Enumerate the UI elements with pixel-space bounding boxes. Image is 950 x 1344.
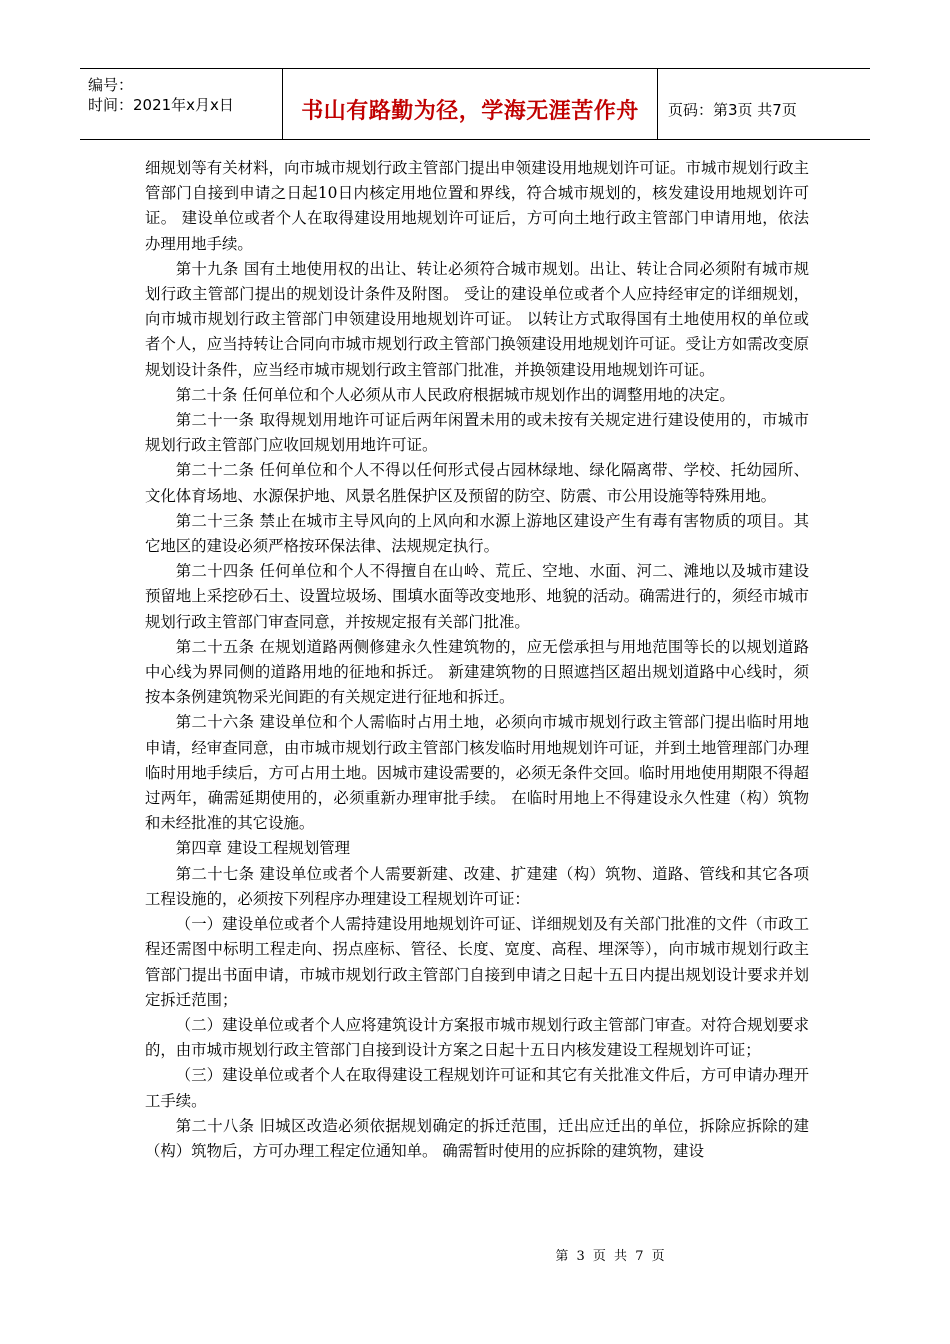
chapter-4-heading: 第四章 建设工程规划管理 (175, 839, 350, 858)
article-27-item-2: （二）建设单位或者个人应将建筑设计方案报市城市规划行政主管部门审查。对符合规划要求的，由市城市规划行政主管部门自接到设计方案之日起十五日内核发建设工程规划许可证； (145, 1015, 809, 1060)
header-motto: 书山有路勤为径，学海无涯苦作舟 (283, 69, 658, 139)
article-27-item-1: （一）建设单位或者个人需持建设用地规划许可证、详细规划及有关部门批准的文件（市政工程还需图中标明工程走向、拐点座标、管径、长度、宽度、高程、埋深等），向市城市规划行政主管部门提出书面申请，市城市规划行政主管部门自接到申请之日起十五日内提出规划设计要求并划定拆迁范围； (145, 915, 809, 1009)
page-header (80, 68, 870, 140)
article-19: 第十九条 国有土地使用权的出让、转让必须符合城市规划。出让、转让合同必须附有城市规划行政主管部门提出的规划设计条件及附图。 受让的建设单位或者个人应持经审定的详细规划，向市城市规划行政主管部门申领建设用地规划许可证。 以转让方式取得国有土地使用权的单位或者个人，应当持转让合同向市城市规划行政主管部门换领建设用地规划许可证。受让方如需改变原规划设计条件，应当经市城市规划行政主管部门批准，并换领建设用地规划许可证。 (145, 259, 809, 379)
article-22: 第二十二条 任何单位和个人不得以任何形式侵占园林绿地、绿化隔离带、学校、托幼园所、文化体育场地、水源保护地、风景名胜保护区及预留的防空、防震、市公用设施等特殊用地。 (145, 461, 809, 505)
page-footer: 第 3 页 共 7 页 (555, 1249, 665, 1264)
article-23: 第二十三条 禁止在城市主导风向的上风向和水源上游地区建设产生有毒有害物质的项目。其它地区的建设必须严格按环保法律、法规规定执行。 (145, 511, 809, 556)
header-page-info: 页码：第3页 共7页 (668, 100, 797, 119)
document-number-label: 编号： (88, 76, 134, 94)
article-24: 第二十四条 任何单位和个人不得擅自在山岭、荒丘、空地、水面、河二、滩地以及城市建设预留地上采挖砂石土、设置垃圾场、围填水面等改变地形、地貌的活动。确需进行的，须经市城市规划行政主管部门审查同意，并按规定报有关部门批准。 (145, 562, 809, 631)
document-body (145, 156, 809, 1164)
document-date: 时间：2021年x月x日 (88, 96, 234, 114)
article-27-item-3: （三）建设单位或者个人在取得建设工程规划许可证和其它有关批准文件后，方可申请办理开工手续。 (145, 1066, 809, 1110)
header-meta (80, 69, 283, 139)
article-26: 第二十六条 建设单位和个人需临时占用土地，必须向市城市规划行政主管部门提出临时用地申请，经审查同意，由市城市规划行政主管部门核发临时用地规划许可证，并到土地管理部门办理临时用地手续后，方可占用土地。因城市建设需要的，必须无条件交回。临时用地使用期限不得超过两年，确需延期使用的，必须重新办理审批手续。 在临时用地上不得建设永久性建（构）筑物和未经批准的其它设施。 (145, 713, 809, 833)
article-25: 第二十五条 在规划道路两侧修建永久性建筑物的，应无偿承担与用地范围等长的以规划道路中心线为界同侧的道路用地的征地和拆迁。 新建建筑物的日照遮挡区超出规划道路中心线时，须按本条例建筑物采光间距的有关规定进行征地和拆迁。 (145, 637, 809, 707)
article-28: 第二十八条 旧城区改造必须依据规划确定的拆迁范围，迁出应迁出的单位，拆除应拆除的建（构）筑物后，方可办理工程定位通知单。 确需暂时使用的应拆除的建筑物，建设 (145, 1116, 809, 1160)
article-21: 第二十一条 取得规划用地许可证后两年闲置未用的或未按有关规定进行建设使用的，市城市规划行政主管部门应收回规划用地许可证。 (145, 411, 809, 455)
article-27: 第二十七条 建设单位或者个人需要新建、改建、扩建建（构）筑物、道路、管线和其它各项工程设施的，必须按下列程序办理建设工程规划许可证： (145, 864, 809, 908)
article-20: 第二十条 任何单位和个人必须从市人民政府根据城市规划作出的调整用地的决定。 (175, 385, 735, 404)
paragraph-continued: 细规划等有关材料，向市城市规划行政主管部门提出申领建设用地规划许可证。市城市规划行政主管部门自接到申请之日起10日内核定用地位置和界线，符合城市规划的，核发建设用地规划许可证。 建设单位或者个人在取得建设用地规划许可证后，方可向土地行政主管部门申请用地，依法办理用地手续。 (145, 159, 809, 253)
